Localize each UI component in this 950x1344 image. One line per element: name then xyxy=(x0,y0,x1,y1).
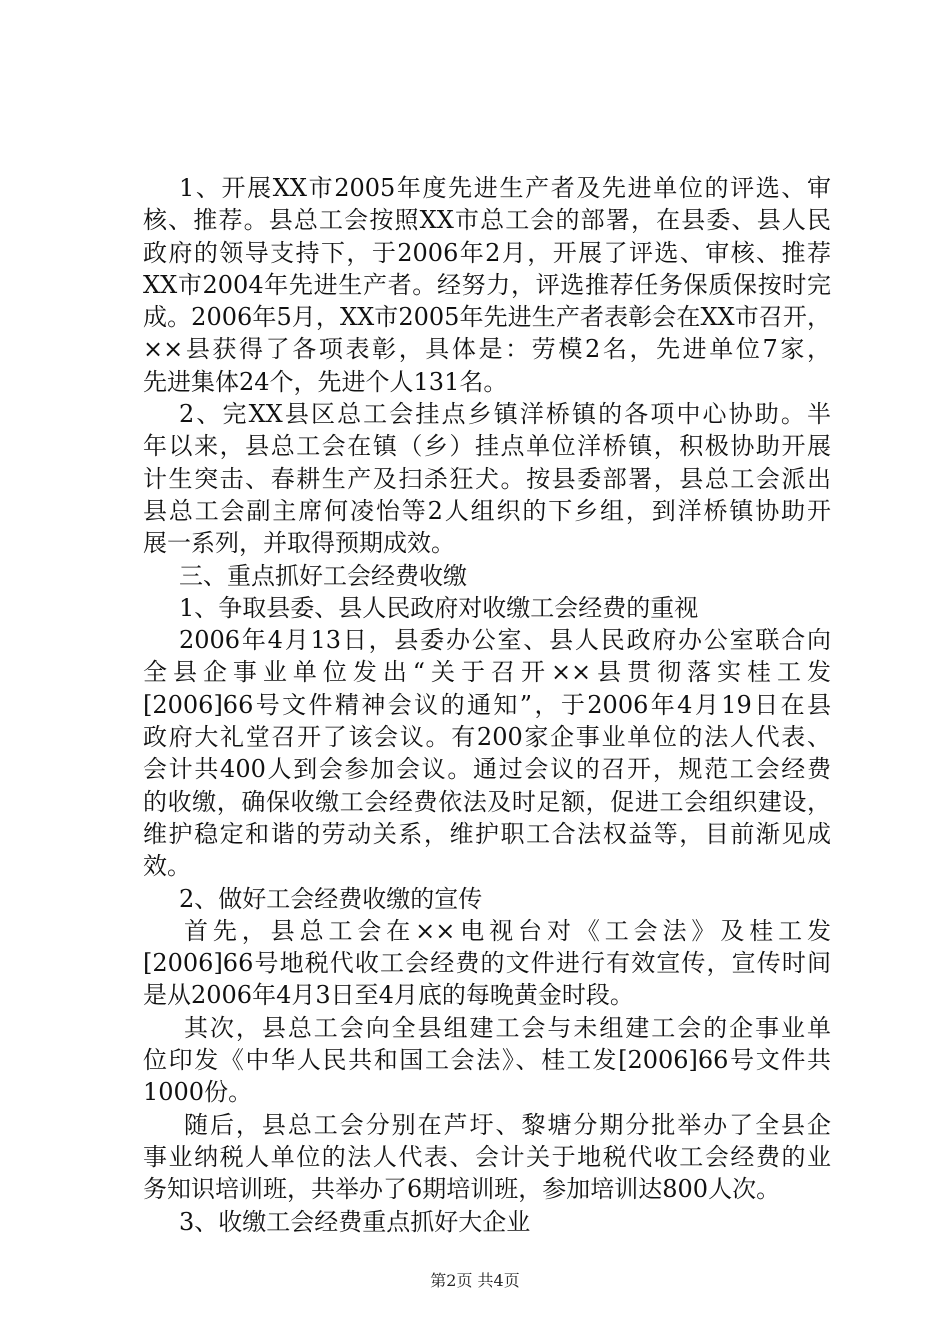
text-line: 首先，县总工会在××电视台对《工会法》及桂工发 xyxy=(184,916,831,945)
text-line: 会计共400人到会参加会议。通过会议的召开，规范工会经费 xyxy=(143,755,831,784)
text-line: 随后，县总工会分别在芦圩、黎塘分期分批举办了全县企 xyxy=(184,1110,831,1139)
text-line: 1、开展XX市2005年度先进生产者及先进单位的评选、审 xyxy=(179,174,831,202)
text-line: 成。2006年5月，XX市2005年先进生产者表彰会在XX市召开， xyxy=(143,303,831,332)
text-line: 1、争取县委、县人民政府对收缴工会经费的重视 xyxy=(179,593,699,622)
text-line: 是从2006年4月3日至4月底的每晚黄金时段。 xyxy=(143,981,634,1010)
text-line: 年以来，县总工会在镇（乡）挂点单位洋桥镇，积极协助开展 xyxy=(143,432,831,461)
text-line: XX市2004年先进生产者。经努力，评选推荐任务保质保按时完 xyxy=(143,270,831,299)
text-line: 效。 xyxy=(143,852,191,881)
text-line: 2、做好工会经费收缴的宣传 xyxy=(179,884,483,913)
text-line: 县总工会副主席何凌怡等2人组织的下乡组，到洋桥镇协助开 xyxy=(143,496,831,525)
text-line: 政府的领导支持下，于2006年2月，开展了评选、审核、推荐 xyxy=(143,238,831,267)
text-line: 事业纳税人单位的法人代表、会计关于地税代收工会经费的业 xyxy=(143,1142,831,1171)
text-line: 三、重点抓好工会经费收缴 xyxy=(179,561,467,590)
document-body xyxy=(143,172,831,1238)
text-line: [2006]66号地税代收工会经费的文件进行有效宣传，宣传时间 xyxy=(143,949,831,978)
text-line: 位印发《中华人民共和国工会法》、桂工发[2006]66号文件共 xyxy=(143,1046,831,1075)
text-line: 政府大礼堂召开了该会议。有200家企事业单位的法人代表、 xyxy=(143,723,831,752)
text-line: [2006]66号文件精神会议的通知”，于2006年4月19日在县 xyxy=(143,690,831,719)
text-line: 的收缴，确保收缴工会经费依法及时足额，促进工会组织建设， xyxy=(143,787,831,816)
text-line: 计生突击、春耕生产及扫杀狂犬。按县委部署，县总工会派出 xyxy=(143,464,831,493)
text-line: 1000份。 xyxy=(143,1078,253,1107)
text-line: 2006年4月13日，县委办公室、县人民政府办公室联合向 xyxy=(179,626,831,655)
text-line: 展一系列，并取得预期成效。 xyxy=(143,529,455,558)
text-line: 务知识培训班，共举办了6期培训班，参加培训达800人次。 xyxy=(143,1175,781,1204)
text-line: 3、收缴工会经费重点抓好大企业 xyxy=(179,1207,531,1236)
text-line: 其次，县总工会向全县组建工会与未组建工会的企事业单 xyxy=(184,1013,831,1042)
text-line: 2、完XX县区总工会挂点乡镇洋桥镇的各项中心协助。半 xyxy=(179,400,831,429)
text-line: 核、推荐。县总工会按照XX市总工会的部署，在县委、县人民 xyxy=(143,206,831,235)
text-line: 维护稳定和谐的劳动关系，维护职工合法权益等，目前渐见成 xyxy=(143,819,831,848)
text-line: 全县企事业单位发出“关于召开××县贯彻落实桂工发 xyxy=(143,658,831,687)
text-line: ××县获得了各项表彰，具体是：劳模2名，先进单位7家， xyxy=(143,335,831,364)
page-footer: 第2页 共4页 xyxy=(430,1271,520,1290)
text-line: 先进集体24个，先进个人131名。 xyxy=(143,367,508,396)
